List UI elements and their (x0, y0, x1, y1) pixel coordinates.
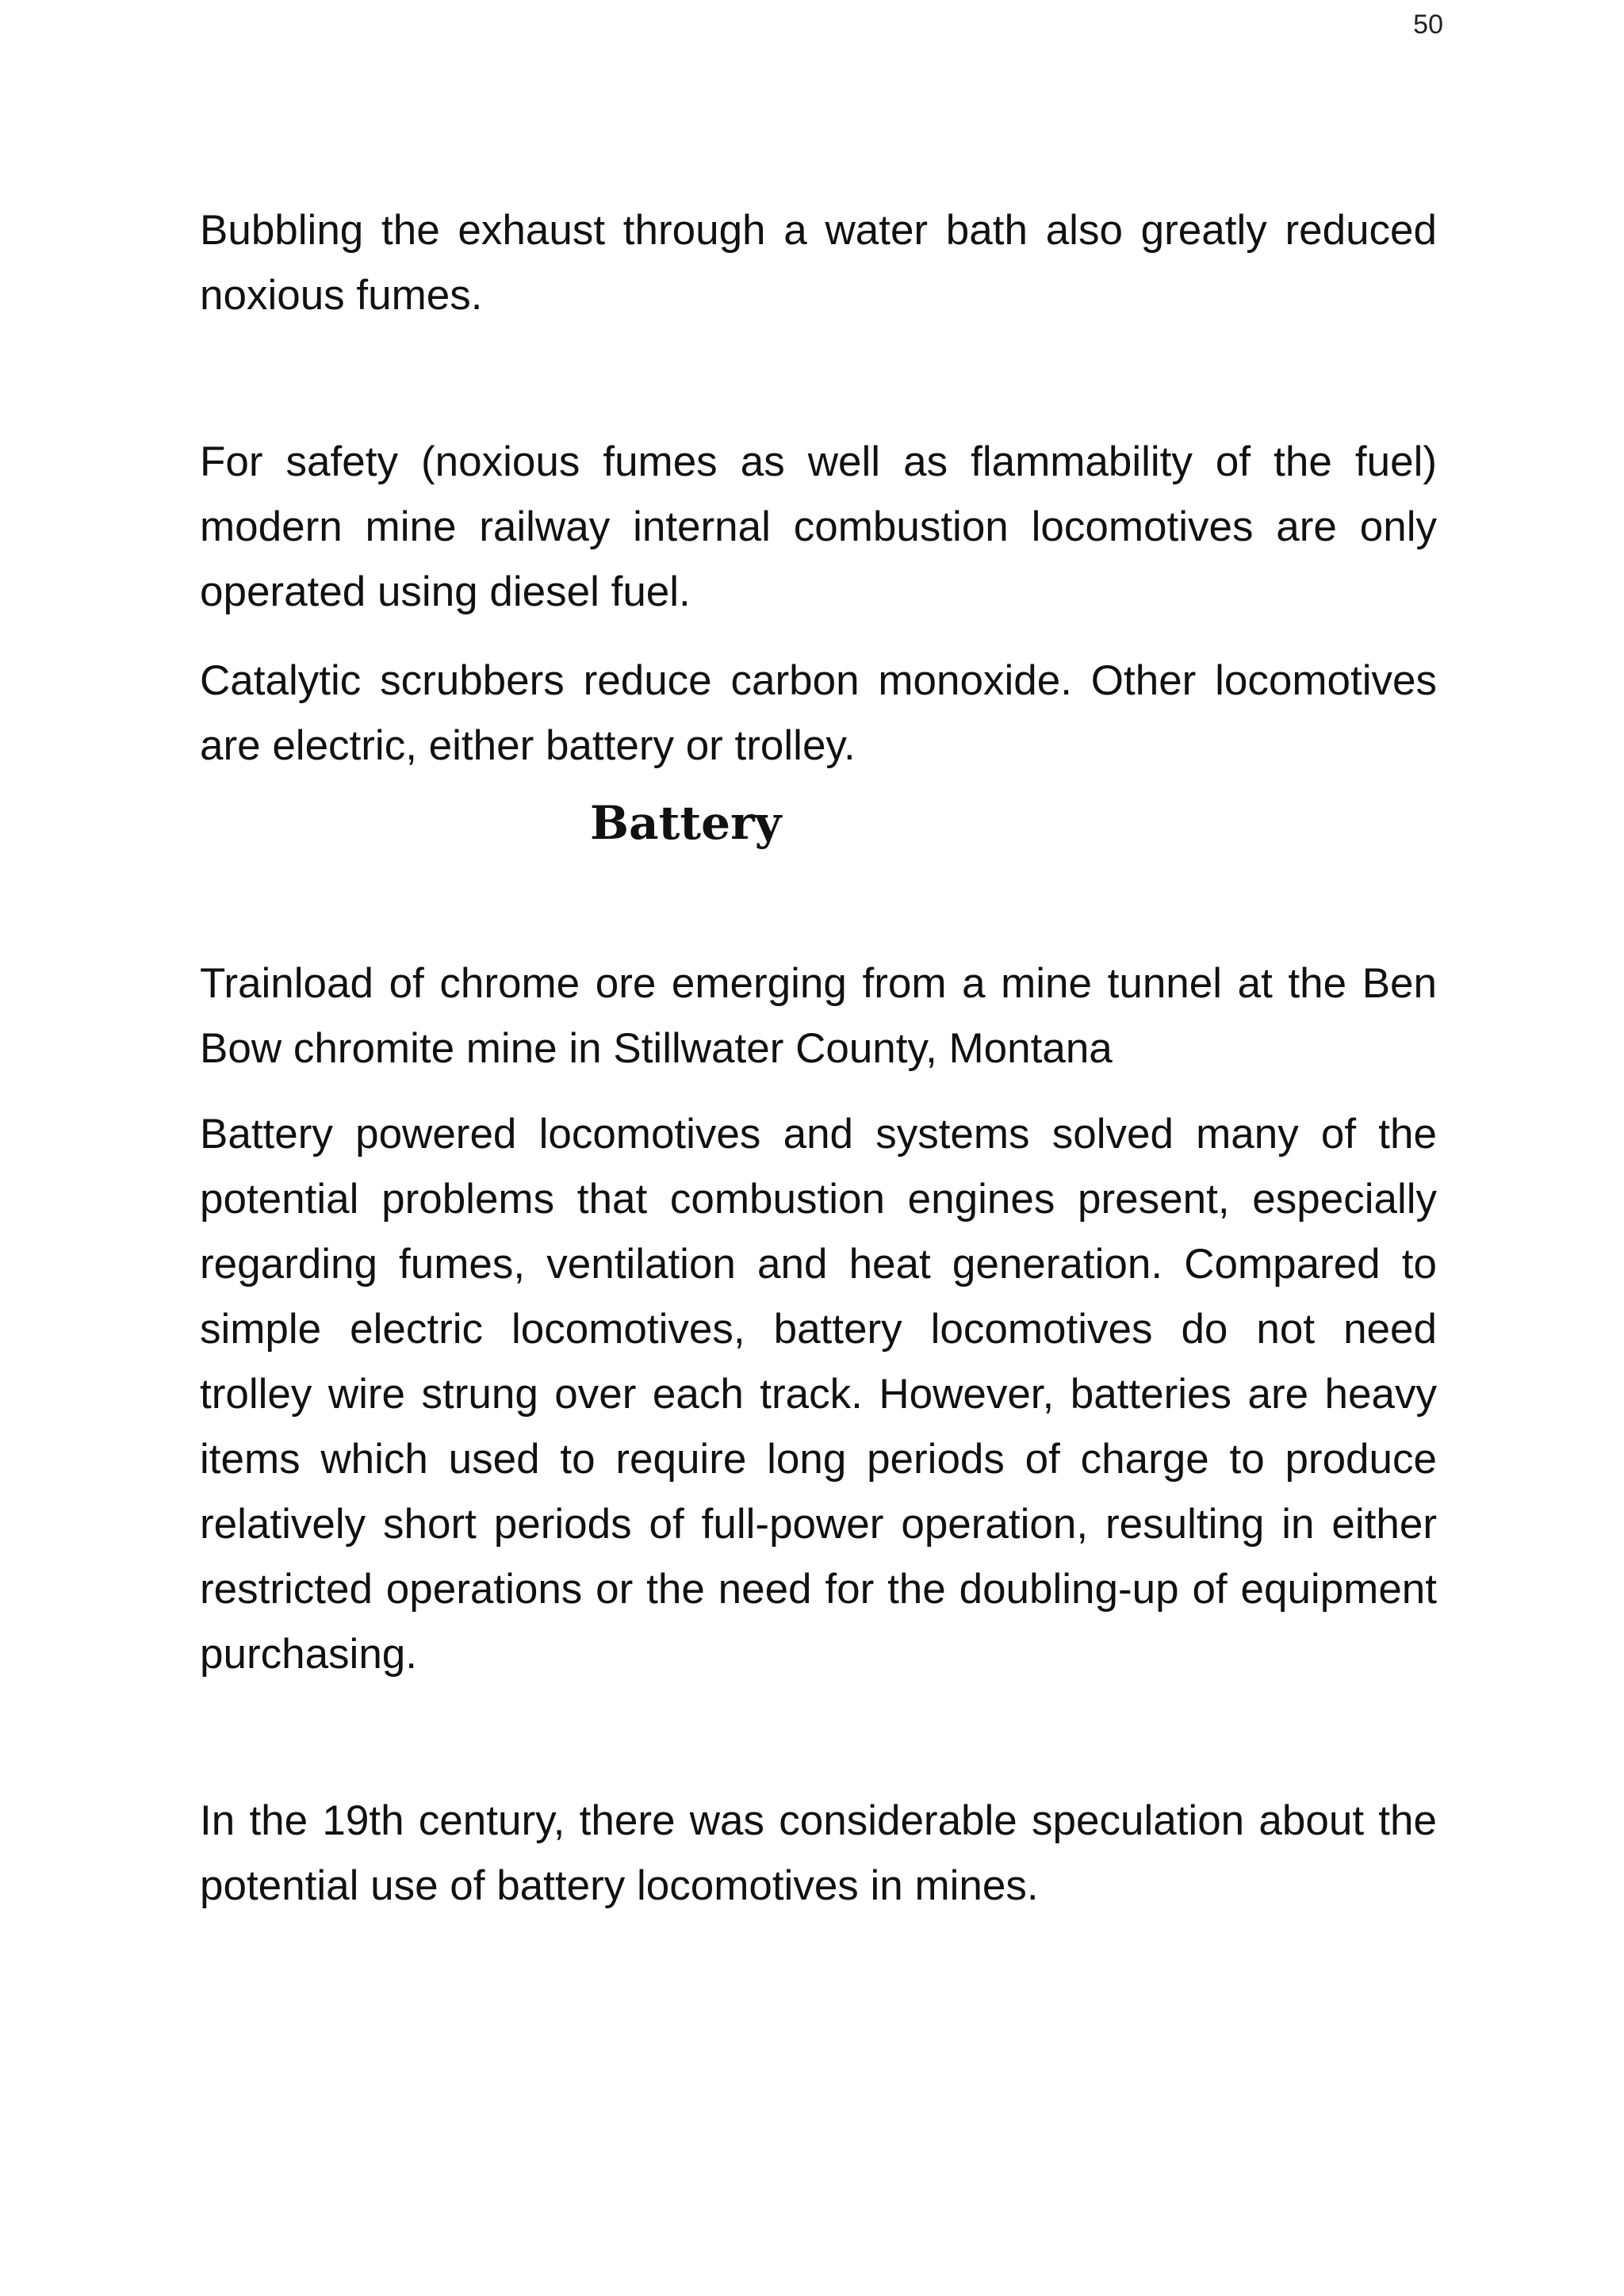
page-number: 50 (1413, 10, 1443, 40)
section-heading-battery: Battery (590, 796, 782, 850)
paragraph-trainload-caption: Trainload of chrome ore emerging from a mine tunnel at the Ben Bow chromite mine in Stillwater County, Montana (200, 960, 1437, 1072)
paragraph-19th-century: In the 19th century, there was considerable speculation about the potential use of battery locomotives in mines. (200, 1797, 1437, 1909)
paragraph-exhaust: Bubbling the exhaust through a water bath also greatly reduced noxious fumes. (200, 207, 1437, 319)
paragraph-battery-locomotives: Battery powered locomotives and systems solved many of the potential problems that combustion engines present, especially regarding fumes, ventilation and heat generation. Compared to simple electric locomotives, battery locomotives do not need trolley wire strung over each track. However, batteries are heavy items which used to require long periods of charge to produce relatively short periods of full-power operation, resulting in either restricted operations or the need for the doubling-up of equipment purchasing. (200, 1111, 1437, 1678)
paragraph-catalytic: Catalytic scrubbers reduce carbon monoxide. Other locomotives are electric, either battery or trolley. (200, 657, 1437, 769)
page-content (200, 198, 1437, 1919)
paragraph-safety: For safety (noxious fumes as well as flammability of the fuel) modern mine railway internal combustion locomotives are only operated using diesel fuel. (200, 438, 1437, 615)
